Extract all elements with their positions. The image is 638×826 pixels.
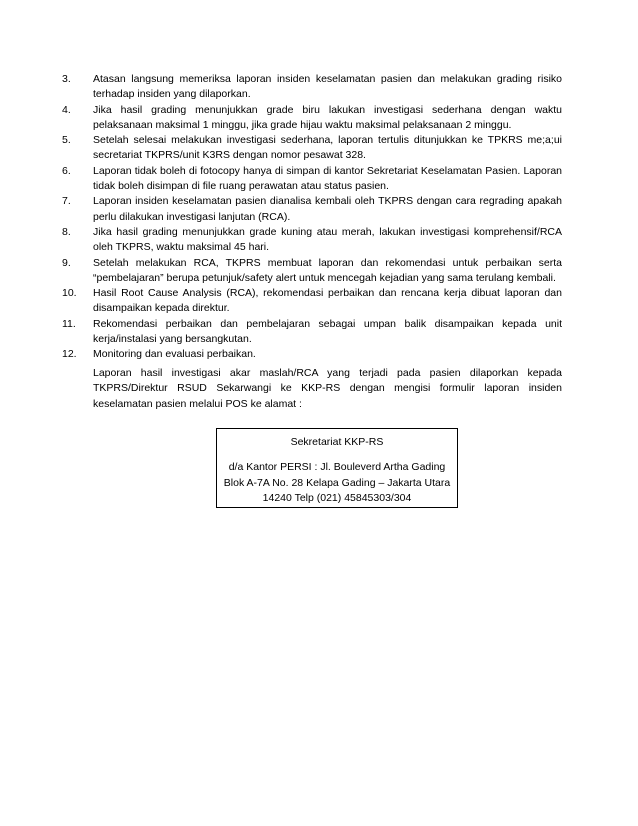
list-item xyxy=(62,194,562,225)
list-item xyxy=(62,317,562,348)
address-line: 14240 Telp (021) 45845303/304 xyxy=(262,491,412,504)
list-item xyxy=(62,286,562,317)
list-item-text: Monitoring dan evaluasi perbaikan. xyxy=(93,348,256,361)
closing-paragraph: Laporan hasil investigasi akar maslah/RCA yang terjadi pada pasien dilaporkan kepada TKPRS/Direktur RSUD Sekarwangi ke KKP-RS dengan mengisi formulir laporan insiden keselamatan pasien melalui POS ke alamat : xyxy=(93,367,562,410)
list-item-text: Setelah selesai melakukan investigasi sederhana, laporan tertulis ditunjukkan ke TPKRS me;a;ui secretariat TKPRS/unit K3RS dengan nomor pesawat 328. xyxy=(93,134,562,162)
list-item-number: 6. xyxy=(62,164,71,177)
list-item-text: Atasan langsung memeriksa laporan insiden keselamatan pasien dan melakukan grading risiko terhadap insiden yang dilaporkan. xyxy=(93,73,562,101)
list-item xyxy=(62,256,562,287)
list-item-number: 7. xyxy=(62,195,71,208)
list-item-text: Setelah melakukan RCA, TKPRS membuat laporan dan rekomendasi untuk perbaikan serta “pembelajaran” berupa petunjuk/safety alert untuk mencegah kejadian yang sama terulang kembali. xyxy=(93,256,562,284)
list-item-number: 4. xyxy=(62,103,71,116)
list-item xyxy=(62,72,562,103)
list-item xyxy=(62,225,562,256)
procedure-list xyxy=(62,72,562,363)
list-item xyxy=(62,164,562,195)
list-item-text: Laporan tidak boleh di fotocopy hanya di simpan di kantor Sekretariat Keselamatan Pasien. Laporan tidak boleh disimpan di file ruang perawatan atau status pasien. xyxy=(93,164,562,193)
address-box-title: Sekretariat KKP-RS xyxy=(290,436,384,448)
list-item-number: 10. xyxy=(62,287,77,300)
list-item-number: 9. xyxy=(62,256,71,269)
address-line: Blok A-7A No. 28 Kelapa Gading – Jakarta Utara xyxy=(223,476,451,489)
list-item xyxy=(62,347,562,362)
address-line: d/a Kantor PERSI : Jl. Bouleverd Artha Gading xyxy=(228,461,446,474)
list-item-number: 5. xyxy=(62,134,71,147)
address-block xyxy=(217,460,457,506)
list-item-number: 11. xyxy=(62,317,76,330)
list-item-text: Laporan insiden keselamatan pasien dianalisa kembali oleh TKPRS dengan cara regrading apakah perlu dilakukan investigasi lanjutan (RCA). xyxy=(93,195,562,223)
list-item-text: Jika hasil grading menunjukkan grade kuning atau merah, lakukan investigasi komprehensif/RCA oleh TKPRS, waktu maksimal 45 hari. xyxy=(93,225,562,254)
address-box xyxy=(216,428,458,508)
list-item-number: 12. xyxy=(62,348,77,361)
list-item-number: 3. xyxy=(62,73,71,85)
list-item xyxy=(62,133,562,164)
list-item-text: Hasil Root Cause Analysis (RCA), rekomendasi perbaikan dan rencana kerja dibuat laporan dan disampaikan kepada direktur. xyxy=(93,287,562,315)
list-item-text: Jika hasil grading menunjukkan grade biru lakukan investigasi sederhana dengan waktu pelaksanaan maksimal 1 minggu, jika grade hijau waktu maksimal pelaksanaan 2 minggu. xyxy=(93,103,562,131)
list-item xyxy=(62,103,562,134)
list-item-text: Rekomendasi perbaikan dan pembelajaran sebagai umpan balik disampaikan kepada unit kerja/instalasi yang bersangkutan. xyxy=(93,317,562,346)
list-item-number: 8. xyxy=(62,225,71,238)
